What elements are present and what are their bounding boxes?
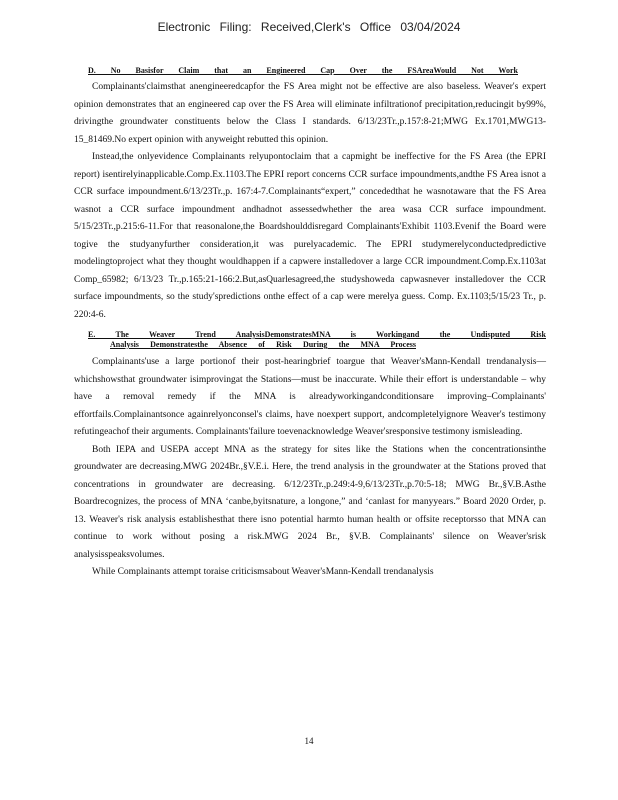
page-number: 14 — [304, 736, 314, 746]
section-e-heading-line2: Analysis Demonstratesthe Absence of Risk During the MNA Process — [110, 340, 416, 349]
section-d-paragraph-1: Complainants'claimsthat anengineeredcapfor the FS Area might not be effective are also baseless. Weaver's expert opinion demonstrates that an engineered cap over the FS Area will eliminate infiltrationof precipitation,reducingit by99%, drivingthe groundwater constituents below the Class I standards. 6/13/23Tr.,p.157:8-21;MWG Ex.1701,MWG13-15_81469.No expert opinion with anyweight rebutted this opinion. — [74, 82, 546, 145]
section-e-heading — [74, 330, 546, 350]
section-e-paragraph-1: Complainants'use a large portionof their post-hearingbrief toargue that Weaver'sMann-Kendall trendanalysis— whichshowsthat groundwater isimprovingat the Stations—must be inaccurate. While their effort is understandable – why have a removal remedy if the MNA is alreadyworkingandconditionsare improving–Complainants' effortfails.Complainantsonce againrelyonconsel's claims, have noexpert support, andcompletelyignore Weaver's testimony refutingeachof their arguments. Complainants'failure toevenacknowledge Weaver'sresponsive testimony ismisleading. — [74, 357, 546, 437]
section-e-paragraph-3: While Complainants attempt toraise criticismsabout Weaver'sMann-Kendall trendanalysis — [92, 567, 434, 577]
section-e-paragraph-2: Both IEPA and USEPA accept MNA as the strategy for sites like the Stations when the concentrationsinthe groundwater are decreasing.MWG 2024Br.,§V.E.i. Here, the trend analysis in the groundwater at the Stations proved that concentrations in groundwater are decreasing. 6/12/23Tr.,p.249:4-9,6/13/23Tr.,p.70:5-18; MWG Br.,§V.B.Asthe Boardrecognizes, the process of MNA ‘canbe,byitsnature, a longone,” and ‘canlast for manyyears.” Board 2020 Order, p. 13. Weaver's risk analysis establishesthat there isno potential harmto human health or offsite receptorsso that MNA can continue to work without posing a risk.MWG 2024 Br., §V.B. Complainants' silence on Weaver'srisk analysisspeaksvolumes. — [74, 444, 546, 560]
section-d-paragraph-2: Instead,the onlyevidence Complainants relyupontoclaim that a capmight be ineffective for the FS Area (the EPRI report) isentirelyinapplicable.Comp.Ex.1103.The EPRI report concerns CCR surface impoundments,andthe FS Area isnot a CCR surface impoundment.6/13/23Tr.,p. 167:4-7.Complainants“expert,” concededthat he wasnotaware that the FS Area wasnot a CCR surface impoundment andhadnot assessedwhether the area wasa CCR surface impoundment. 5/15/23Tr.,p.215:6-11.For that reasonalone,the Boardshoulddisregard Complainants'Exhibit 1103.Evenif the Board were togive the studyanyfurther consideration,it was purelyacademic. The EPRI studymerelyconductedpredictive modelingtoproject what they thought wouldhappen if a capwere installedover a large CCR impoundment.Comp.Ex.1103at Comp_65982; 6/13/23 Tr.,p.165:21-166:2.But,asQuarlesagreed,the studyshoweda capwasnever installedover the CCR surface impoundments, so the study'spredictions onthe effect of a cap were merelya guess. Comp. Ex.1103;5/15/23 Tr., p. 220:4-6. — [74, 152, 546, 320]
brief-body — [74, 66, 546, 582]
section-e-heading-line1: E. The Weaver Trend AnalysisDemonstratesMNA is Workingand the Undisputed Risk — [88, 330, 546, 339]
section-d-heading: D. No Basisfor Claim that an Engineered Cap Over the FSAreaWould Not Work — [88, 66, 518, 75]
filing-stamp-header: Electronic Filing: Received,Clerk's Office 03/04/2024 — [157, 20, 461, 34]
